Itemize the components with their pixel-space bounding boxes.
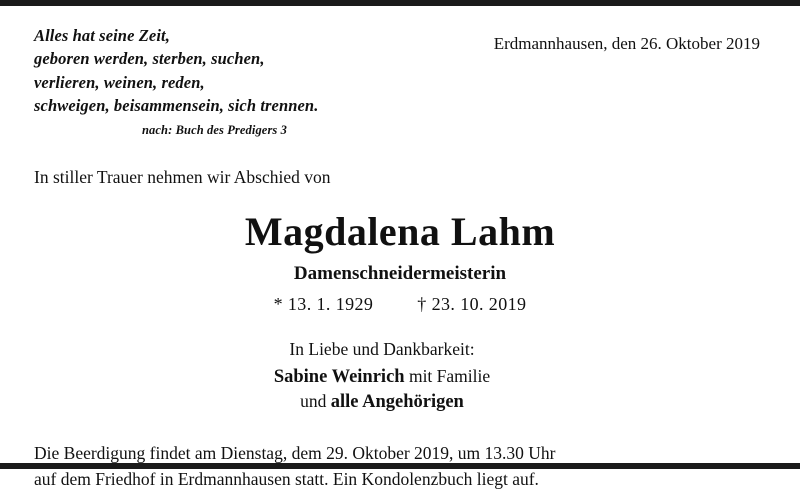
death-date: † 23. 10. 2019 [417, 294, 527, 315]
place-and-date: Erdmannhausen, den 26. Oktober 2019 [493, 34, 760, 53]
poem-line-1: Alles hat seine Zeit, [34, 26, 170, 45]
mourners-relatives: alle Angehörigen [330, 392, 464, 413]
notice-header [34, 24, 766, 139]
deceased-name: Magdalena Lahm [244, 209, 556, 255]
mourners-block [34, 339, 766, 413]
poem-line-3: verlieren, weinen, reden, [34, 72, 205, 92]
funeral-line-2: auf dem Friedhof in Erdmannhausen statt. Ein Kondolenzbuch liegt auf. [34, 468, 539, 489]
intro-text: In stiller Trauer nehmen wir Abschied von [34, 167, 331, 188]
mourner-family: mit Familie [404, 366, 491, 387]
life-dates [34, 294, 766, 315]
poem-block [34, 24, 318, 139]
poem-line-2: geboren werden, sterben, suchen, [34, 49, 265, 69]
deceased-block [34, 210, 766, 315]
poem-source: nach: Buch des Predigers 3 [142, 122, 287, 137]
mourner-name: Sabine Weinrich [273, 367, 405, 388]
mourners-primary [34, 366, 730, 388]
poem-line-4: schweigen, beisammensein, sich trennen. [34, 96, 319, 116]
mourners-prefix: und [300, 391, 331, 412]
deceased-profession: Damenschneidermeisterin [293, 263, 507, 285]
mourners-secondary [34, 391, 730, 413]
mourners-heading: In Liebe und Dankbarkeit: [289, 339, 475, 360]
funeral-line-1: Die Beerdigung findet am Dienstag, dem 29. Oktober 2019, um 13.30 Uhr [34, 443, 556, 464]
birth-date: * 13. 1. 1929 [273, 294, 374, 315]
funeral-info [34, 441, 766, 492]
